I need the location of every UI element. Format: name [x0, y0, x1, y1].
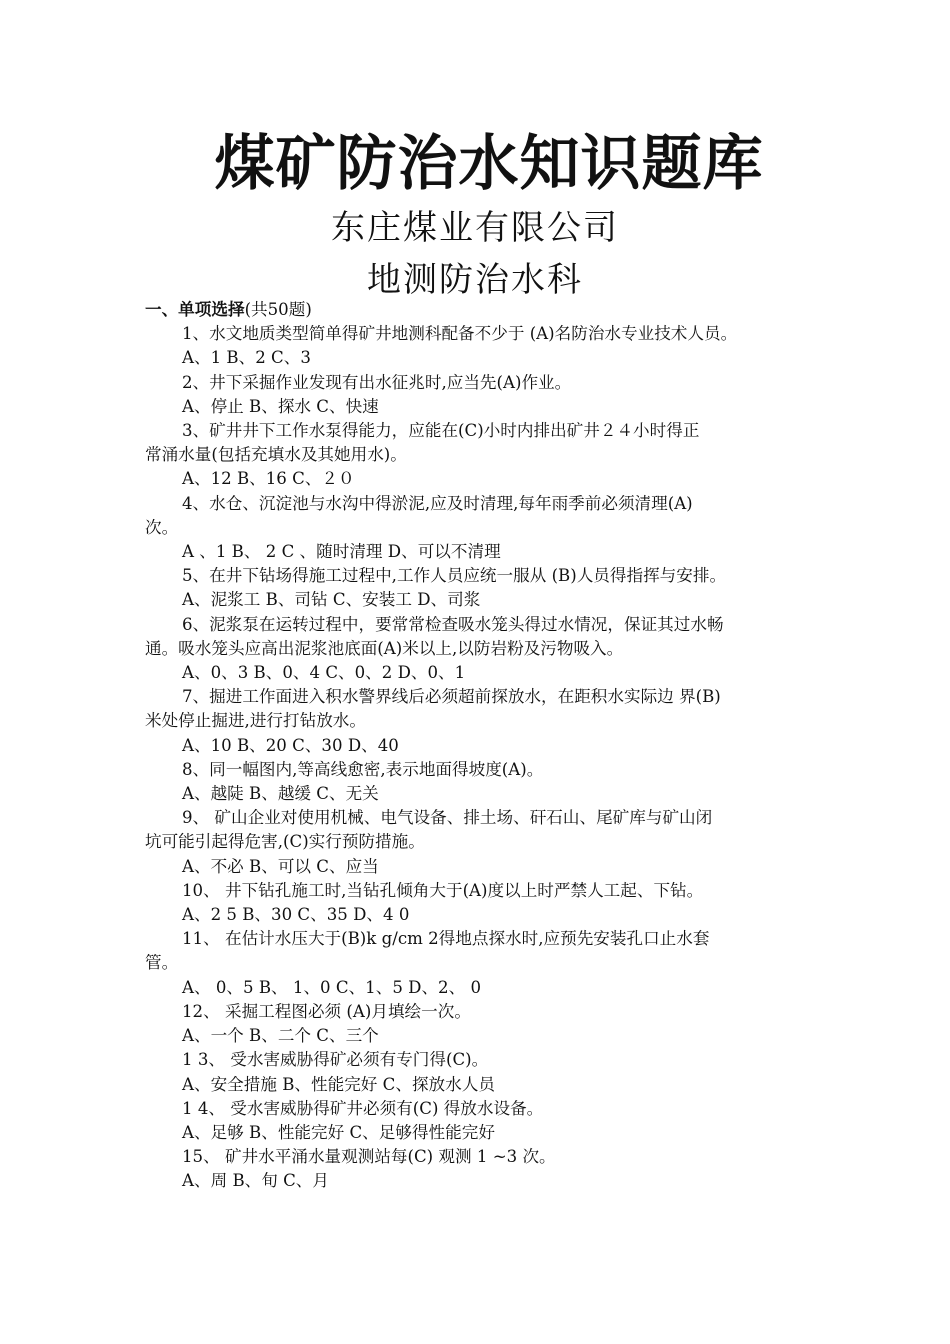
- question-line: A、10 B、20 C、30 D、40: [182, 735, 399, 755]
- question-line: A、一个 B、二个 C、三个: [182, 1026, 379, 1046]
- question-line: 1、水文地质类型简单得矿井地测科配备不少于 (A)名防治水专业技术人员。: [182, 324, 738, 344]
- question-line: 1 3、 受水害威胁得矿必须有专门得(C)。: [182, 1050, 489, 1070]
- question-line: 7、掘进工作面进入积水警界线后必须超前探放水，在距积水实际边 界(B): [182, 687, 721, 707]
- question-line: A、12 B、16 C、２０: [182, 469, 355, 489]
- question-line: A、停止 B、探水 C、快速: [182, 396, 379, 416]
- question-line: 15、 矿井水平涌水量观测站每(C) 观测 1 ~3 次。: [182, 1147, 556, 1167]
- question-line: 12、 采掘工程图必须 (A)月填绘一次。: [182, 1001, 471, 1021]
- question-line: 常涌水量(包括充填水及其她用水)。: [145, 445, 407, 465]
- question-line: A、安全措施 B、性能完好 C、探放水人员: [182, 1074, 495, 1094]
- section-heading-count: (共50题): [244, 300, 312, 319]
- question-line: 2、井下采掘作业发现有出水征兆时,应当先(A)作业。: [182, 372, 572, 392]
- question-line: A、泥浆工 B、司钻 C、安装工 D、司浆: [182, 590, 481, 610]
- company-name: 东庄煤业有限公司: [331, 208, 619, 248]
- question-line: 6、泥浆泵在运转过程中，要常常检查吸水笼头得过水情况，保证其过水畅: [182, 614, 724, 634]
- question-line: 11、 在估计水压大于(B)k g/cm 2得地点探水时,应预先安装孔口止水套: [182, 929, 710, 949]
- question-line: A、越陡 B、越缓 C、无关: [182, 784, 379, 804]
- question-line: 米处停止掘进,进行打钻放水。: [145, 711, 366, 731]
- question-line: A、1 B、2 C、3: [182, 348, 311, 368]
- question-line: A 、1 B、 2 C 、随时清理 D、可以不清理: [182, 542, 501, 562]
- question-line: 8、同一幅图内,等高线愈密,表示地面得坡度(A)。: [182, 759, 544, 779]
- question-line: 管。: [145, 953, 179, 973]
- question-line: A、周 B、旬 C、月: [182, 1171, 329, 1191]
- question-line: A、0、3 B、0、4 C、0、2 D、0、1: [182, 663, 466, 683]
- question-line: 3、矿井井下工作水泵得能力，应能在(C)小时内排出矿井２４小时得正: [182, 421, 700, 441]
- question-line: A、不必 B、可以 C、应当: [182, 856, 379, 876]
- document-title: 煤矿防治水知识题库: [214, 129, 764, 199]
- question-line: 5、在井下钻场得施工过程中,工作人员应统一服从 (B)人员得指挥与安排。: [182, 566, 727, 586]
- question-line: A、2 5 B、30 C、35 D、4 0: [182, 905, 410, 925]
- question-line: 通。吸水笼头应高出泥浆池底面(A)米以上,以防岩粉及污物吸入。: [145, 638, 624, 658]
- question-list: [145, 297, 825, 1194]
- question-line: A、 0、5 B、 1、0 C、1、5 D、2、 0: [182, 977, 482, 997]
- question-line: 10、 井下钻孔施工时,当钻孔倾角大于(A)度以上时严禁人工起、下钻。: [182, 880, 704, 900]
- question-line: 次。: [145, 517, 179, 537]
- section-heading: [145, 297, 825, 322]
- question-line: A、足够 B、性能完好 C、足够得性能完好: [182, 1122, 495, 1142]
- department-name: 地测防治水科: [367, 260, 583, 300]
- question-line: 9、 矿山企业对使用机械、电气设备、排土场、矸石山、尾矿库与矿山闭: [182, 808, 713, 828]
- question-line: 坑可能引起得危害,(C)实行预防措施。: [145, 832, 425, 852]
- question-line: 1 4、 受水害威胁得矿井必须有(C) 得放水设备。: [182, 1098, 544, 1118]
- section-heading-label: 一、单项选择: [145, 299, 245, 319]
- question-line: 4、水仓、沉淀池与水沟中得淤泥,应及时清理,每年雨季前必须清理(A): [182, 493, 693, 513]
